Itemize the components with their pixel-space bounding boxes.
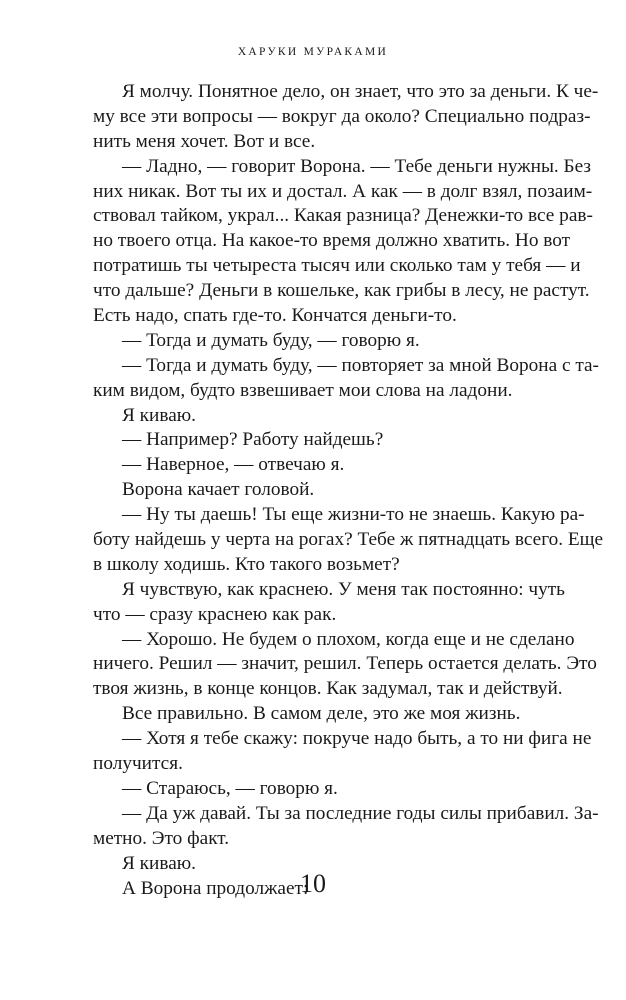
text-line: А Ворона продолжает: [122,877,309,899]
text-line: — Например? Работу найдешь? [122,429,384,451]
text-line: — Наверное, — отвечаю я. [122,454,345,476]
text-line: — Хотя я тебе скажу: покруче надо быть, а то ни фига не [122,728,592,750]
text-line: но твоего отца. На какое-то время должно хватить. Но вот [93,230,571,252]
text-line: — Ну ты даешь! Ты еще жизни-то не знаешь. Какую ра- [122,504,585,526]
text-line: твоя жизнь, в конце концов. Как задумал, так и действуй. [93,678,563,700]
text-line: Есть надо, спать где-то. Кончатся деньги-то. [93,305,457,327]
text-line: — Ладно, — говорит Ворона. — Тебе деньги нужны. Без [122,155,592,177]
text-line: — Стараюсь, — говорю я. [122,777,338,799]
text-line: боту найдешь у черта на рогах? Тебе ж пятнадцать всего. Еще [93,529,604,551]
text-line: них никак. Вот ты их и достал. А как — в долг взял, позаим- [93,180,593,202]
text-line: ким видом, будто взвешивает мои слова на ладони. [93,379,513,401]
text-line: — Тогда и думать буду, — говорю я. [122,329,420,351]
text-line: ничего. Решил — значит, решил. Теперь остается делать. Это [93,653,597,675]
text-line: Все правильно. В самом деле, это же моя жизнь. [122,703,521,725]
running-head: ХАРУКИ МУРАКАМИ [237,46,389,58]
text-line: что — сразу краснею как рак. [93,603,337,625]
text-line: Я киваю. [122,852,196,874]
text-line: Я чувствую, как краснею. У меня так постоянно: чуть [122,578,565,600]
text-line: потратишь ты четыреста тысяч или сколько там у тебя — и [93,255,581,277]
text-line: Ворона качает головой. [122,479,315,501]
text-line: му все эти вопросы — вокруг да около? Специально подраз- [93,105,591,127]
text-line: — Да уж давай. Ты за последние годы силы прибавил. За- [122,802,599,824]
text-line: в школу ходишь. Кто такого возьмет? [93,553,400,575]
text-line: — Тогда и думать буду, — повторяет за мной Ворона с та- [122,354,599,376]
page-number: 10 [300,869,326,898]
text-line: получится. [93,753,183,775]
text-line: нить меня хочет. Вот и все. [93,130,316,152]
text-line: Я молчу. Понятное дело, он знает, что это за деньги. К че- [122,81,599,102]
text-line: метно. Это факт. [93,827,230,849]
text-line: ствовал тайком, украл... Какая разница? Денежки-то все рав- [93,205,593,227]
text-line: — Хорошо. Не будем о плохом, когда еще и не сделано [122,628,575,650]
text-line: Я киваю. [122,404,196,426]
body-text [93,80,604,901]
text-line: что дальше? Деньги в кошельке, как грибы в лесу, не растут. [93,280,590,302]
